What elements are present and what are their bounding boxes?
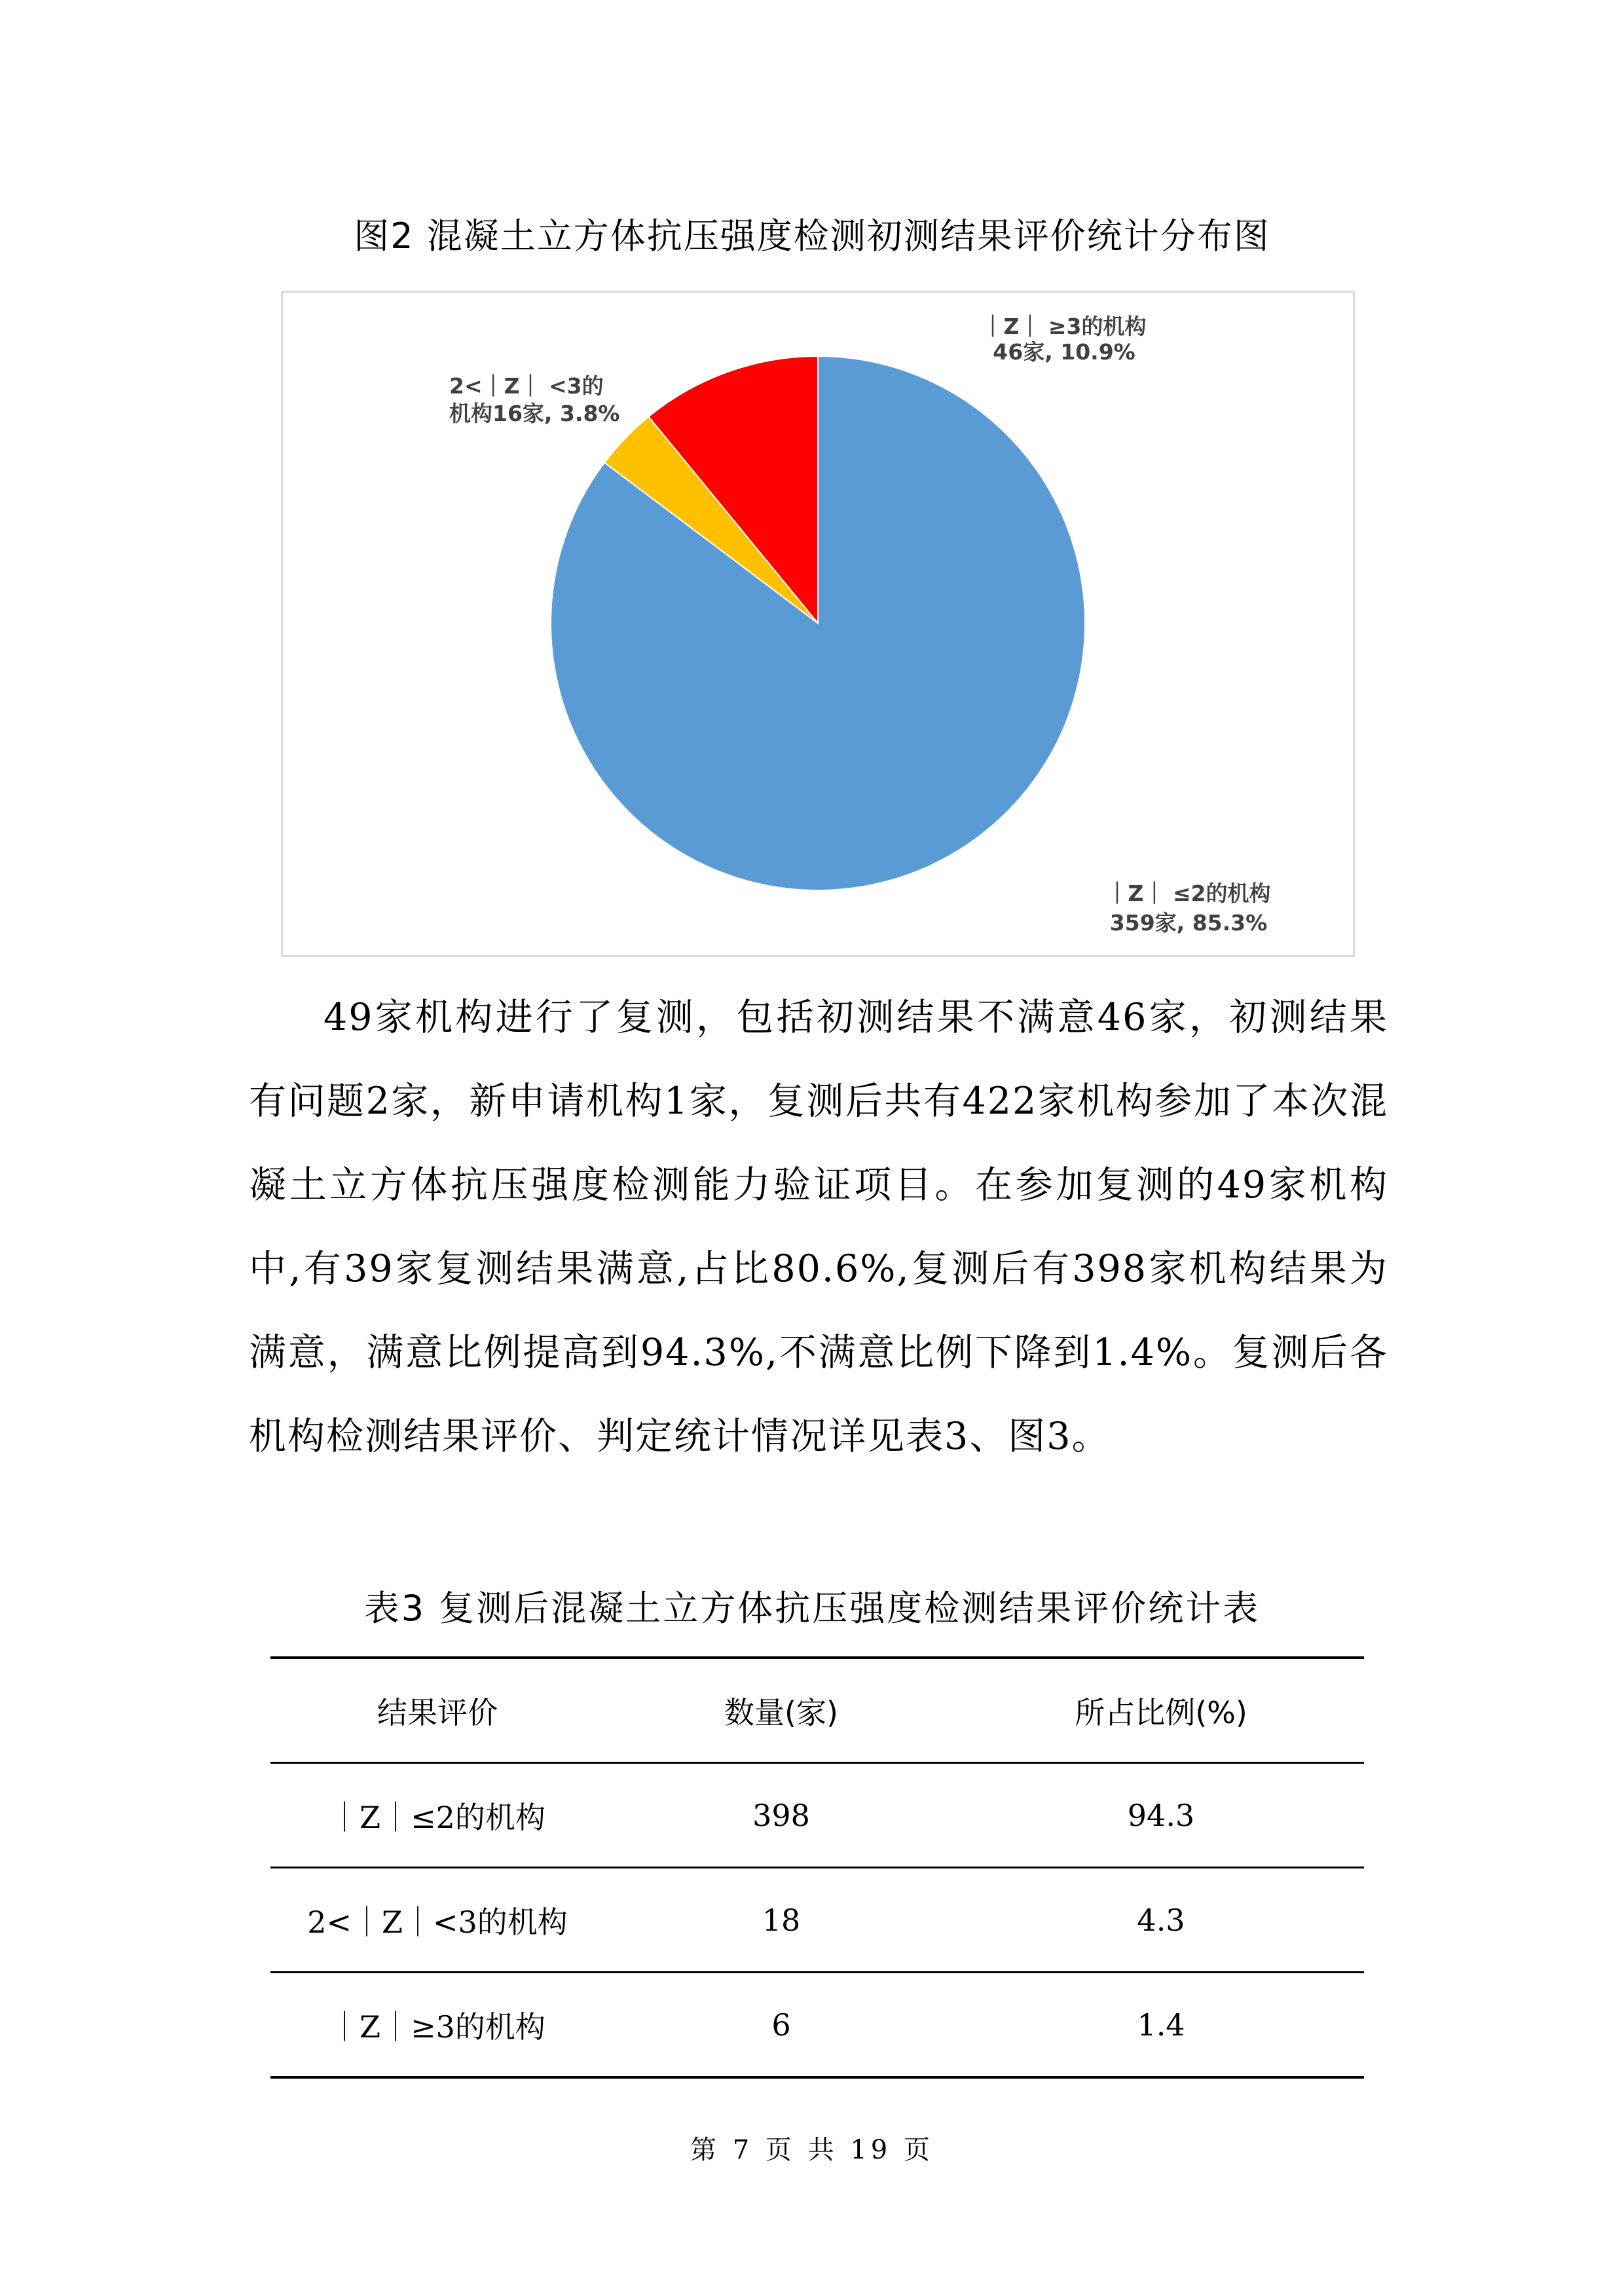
pie-chart — [283, 293, 1353, 955]
header-count: 数量(家) — [604, 1658, 958, 1763]
body-paragraph: 49家机构进行了复测，包括初测结果不满意46家，初测结果有问题2家，新申请机构1家，复测后共有422家机构参加了本次混凝土立方体抗压强度检测能力验证项目。在参加复测的49家机构中,有39家复测结果满意,占比80.6%,复测后有398家机构结果为满意，满意比例提高到94.3%,不满意比例下降到1.4%。复测后各机构检测结果评价、判定统计情况详见表3、图3。 — [249, 996, 1388, 1458]
slice-label-z-2to3-line1: 2<｜Z｜ <3的 — [449, 373, 604, 399]
cell-evaluation: ｜Z｜≥3的机构 — [270, 1973, 604, 2078]
slice-label-z-ge3-line2: 46家, 10.9% — [993, 339, 1135, 365]
slice-label-z-le2-line1: ｜Z｜ ≤2的机构 — [1106, 881, 1271, 906]
table-row — [270, 1763, 1364, 1868]
header-percentage: 所占比例(%) — [958, 1658, 1364, 1763]
slice-label-z-le2-line2: 359家, 85.3% — [1109, 910, 1268, 936]
cell-percentage: 4.3 — [958, 1868, 1364, 1973]
cell-count: 398 — [604, 1763, 958, 1868]
slice-label-z-2to3-line2: 机构16家, 3.8% — [449, 401, 620, 426]
pie-chart-frame — [281, 291, 1355, 957]
table-row — [270, 1868, 1364, 1973]
figure-caption: 图2 混凝土立方体抗压强度检测初测结果评价统计分布图 — [354, 215, 1270, 257]
cell-percentage: 94.3 — [958, 1763, 1364, 1868]
cell-evaluation: ｜Z｜≤2的机构 — [270, 1763, 604, 1868]
cell-percentage: 1.4 — [958, 1973, 1364, 2078]
result-table — [270, 1656, 1364, 2079]
cell-count: 6 — [604, 1973, 958, 2078]
table-header-row — [270, 1658, 1364, 1763]
cell-count: 18 — [604, 1868, 958, 1973]
slice-label-z-ge3-line1: ｜Z｜ ≥3的机构 — [982, 314, 1147, 339]
page-footer: 第 7 页 共 19 页 — [690, 2135, 934, 2165]
table-row — [270, 1973, 1364, 2078]
cell-evaluation: 2<｜Z｜<3的机构 — [270, 1868, 604, 1973]
header-result-evaluation: 结果评价 — [270, 1658, 604, 1763]
table-caption: 表3 复测后混凝土立方体抗压强度检测结果评价统计表 — [363, 1588, 1261, 1629]
